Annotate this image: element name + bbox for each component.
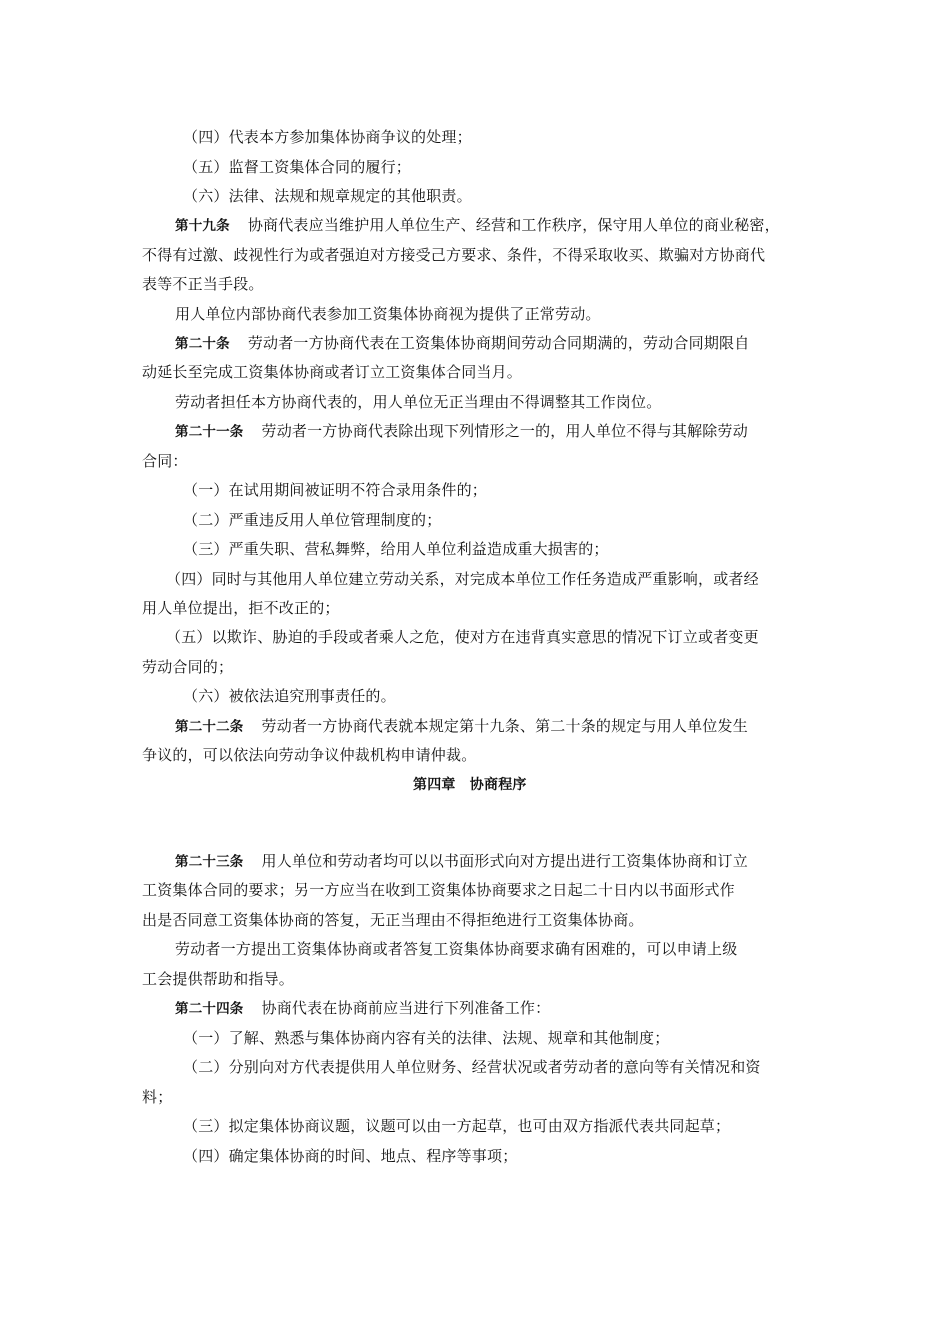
article-24-item-1: （一）了解、熟悉与集体协商内容有关的法律、法规、规章和其他制度； bbox=[183, 1029, 670, 1047]
clause-item-5: （五）监督工资集体合同的履行； bbox=[183, 158, 412, 176]
article-22-line-1: 第二十二条 劳动者一方协商代表就本规定第十九条、第二十条的规定与用人单位发生 bbox=[175, 717, 748, 735]
article-23-line-1: 第二十三条 用人单位和劳动者均可以以书面形式向对方提出进行工资集体协商和订立 bbox=[175, 852, 748, 870]
article-21-item-4-cont: 用人单位提出，拒不改正的； bbox=[142, 599, 340, 617]
article-24-line-1: 第二十四条 协商代表在协商前应当进行下列准备工作： bbox=[175, 999, 551, 1017]
article-24-item-2-cont: 料； bbox=[142, 1088, 173, 1106]
article-24-item-2: （二）分别向对方代表提供用人单位财务、经营状况或者劳动者的意向等有关情况和资 bbox=[183, 1058, 761, 1076]
article-21-line-2: 合同： bbox=[142, 452, 188, 470]
article-19-line-3: 表等不正当手段。 bbox=[142, 275, 264, 293]
article-19-para-2: 用人单位内部协商代表参加工资集体协商视为提供了正常劳动。 bbox=[175, 305, 601, 323]
article-20-line-2: 动延长至完成工资集体协商或者订立工资集体合同当月。 bbox=[142, 363, 523, 381]
article-24-item-3: （三）拟定集体协商议题，议题可以由一方起草，也可由双方指派代表共同起草； bbox=[183, 1117, 731, 1135]
article-21-item-3: （三）严重失职、营私舞弊，给用人单位利益造成重大损害的； bbox=[183, 540, 609, 558]
article-21-line-1: 第二十一条 劳动者一方协商代表除出现下列情形之一的，用人单位不得与其解除劳动 bbox=[175, 422, 748, 440]
article-21-item-6: （六）被依法追究刑事责任的。 bbox=[183, 687, 396, 705]
article-20-line-1: 第二十条 劳动者一方协商代表在工资集体协商期间劳动合同期满的，劳动合同期限自 bbox=[175, 334, 750, 352]
article-24-label: 第二十四条 bbox=[175, 1001, 244, 1017]
article-21-label: 第二十一条 bbox=[175, 424, 244, 440]
clause-item-4: （四）代表本方参加集体协商争议的处理； bbox=[183, 128, 472, 146]
article-23-label: 第二十三条 bbox=[175, 854, 244, 870]
article-21-item-4: （四）同时与其他用人单位建立劳动关系，对完成本单位工作任务造成严重影响，或者经 bbox=[166, 570, 759, 588]
chapter-heading: 第四章 协商程序 bbox=[413, 777, 527, 793]
clause-item-6: （六）法律、法规和规章规定的其他职责。 bbox=[183, 187, 472, 205]
article-19-line-1: 第十九条 协商代表应当维护用人单位生产、经营和工作秩序，保守用人单位的商业秘密， bbox=[175, 216, 780, 234]
article-21-item-5: （五）以欺诈、胁迫的手段或者乘人之危，使对方在违背真实意思的情况下订立或者变更 bbox=[166, 628, 759, 646]
article-22-line-2: 争议的，可以依法向劳动争议仲裁机构申请仲裁。 bbox=[142, 746, 477, 764]
article-19-line-2: 不得有过激、歧视性行为或者强迫对方接受己方要求、条件，不得采取收买、欺骗对方协商代 bbox=[142, 246, 766, 264]
article-23-para-2: 劳动者一方提出工资集体协商或者答复工资集体协商要求确有困难的，可以申请上级 bbox=[175, 940, 738, 958]
article-21-item-5-cont: 劳动合同的； bbox=[142, 658, 234, 676]
article-22-label: 第二十二条 bbox=[175, 719, 244, 735]
article-19-label: 第十九条 bbox=[175, 218, 230, 234]
article-21-item-1: （一）在试用期间被证明不符合录用条件的； bbox=[183, 481, 488, 499]
article-20-para-2: 劳动者担任本方协商代表的，用人单位无正当理由不得调整其工作岗位。 bbox=[175, 393, 662, 411]
article-23-para-2-cont: 工会提供帮助和指导。 bbox=[142, 970, 295, 988]
article-21-item-2: （二）严重违反用人单位管理制度的； bbox=[183, 511, 442, 529]
article-23-line-3: 出是否同意工资集体协商的答复，无正当理由不得拒绝进行工资集体协商。 bbox=[142, 911, 644, 929]
article-24-item-4: （四）确定集体协商的时间、地点、程序等事项； bbox=[183, 1147, 518, 1165]
article-23-line-2: 工资集体合同的要求；另一方应当在收到工资集体协商要求之日起二十日内以书面形式作 bbox=[142, 881, 735, 899]
article-20-label: 第二十条 bbox=[175, 336, 230, 352]
